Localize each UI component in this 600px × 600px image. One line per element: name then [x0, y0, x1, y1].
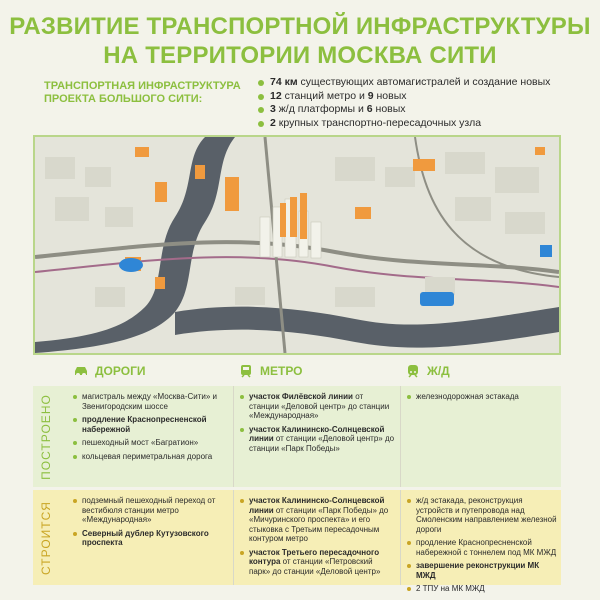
train-icon [238, 364, 254, 378]
railway-train-icon [405, 364, 421, 378]
list-item: завершение реконструкции МК МЖД [407, 561, 557, 580]
page-title [0, 12, 600, 70]
bullet-dot-icon [240, 395, 244, 399]
bullet-dot-icon [240, 551, 244, 555]
built-roads-column [73, 392, 228, 465]
bullet-dot-icon [258, 121, 264, 127]
list-item: 2 ТПУ на МК МЖД [407, 584, 557, 594]
bullet-dot-icon [407, 541, 411, 545]
title-line-1: РАЗВИТИЕ ТРАНСПОРТНОЙ ИНФРАСТРУКТУРЫ [9, 13, 591, 40]
list-item: продление Краснопресненской набережной с тоннелем под МК МЖД [407, 538, 557, 557]
bullet-dot-icon [407, 587, 411, 591]
built-label: ПОСТРОЕНО [39, 393, 54, 480]
bullet-dot-icon [240, 499, 244, 503]
city-3d-map [33, 135, 561, 355]
built-metro-column [240, 392, 395, 457]
bullet-item: 3 ж/д платформы и 6 новых [258, 103, 578, 117]
bullet-dot-icon [73, 532, 77, 536]
list-item: железнодорожная эстакада [407, 392, 555, 402]
list-item: продление Краснопресненской набережной [73, 415, 228, 434]
city-map-illustration [35, 137, 559, 353]
list-item: участок Калининско-Солнцевской линии от станции «Деловой центр» до станции «Парк Победы» [240, 425, 395, 454]
category-header [33, 358, 561, 386]
bullet-dot-icon [73, 395, 77, 399]
bullet-dot-icon [240, 428, 244, 432]
bullet-dot-icon [258, 107, 264, 113]
list-item: ж/д эстакада, реконструкция устройств и путепровода над Смоленским направлением железной дороги [407, 496, 557, 534]
column-divider [233, 386, 234, 487]
bullet-dot-icon [73, 499, 77, 503]
list-item: подземный пешеходный переход от вестибюля станции метро «Международная» [73, 496, 228, 525]
column-divider [233, 490, 234, 585]
list-item: пешеходный мост «Багратион» [73, 438, 228, 448]
bullet-item: 12 станций метро и 9 новых [258, 90, 578, 104]
list-item: участок Филёвской линии от станции «Деловой центр» до станции «Международная» [240, 392, 395, 421]
bullet-item: 2 крупных транспортно-пересадочных узла [258, 117, 578, 131]
construct-roads-column [73, 496, 228, 552]
subheading-line-2: ПРОЕКТА БОЛЬШОГО СИТИ: [44, 93, 203, 105]
title-line-2: НА ТЕРРИТОРИИ МОСКВА СИТИ [103, 42, 497, 69]
column-divider [400, 490, 401, 585]
construct-rail-column [407, 496, 557, 598]
category-metro: МЕТРО [238, 364, 303, 378]
list-item: участок Третьего пересадочного контура от станции «Петровский парк» до станции «Деловой центр» [240, 548, 395, 577]
list-item: участок Калининско-Солнцевской линии от станции «Парк Победы» до «Мичуринского проспекта» и его стыковка с Третьим пересадочным контуром метро [240, 496, 395, 544]
bullet-dot-icon [407, 499, 411, 503]
bullet-dot-icon [258, 80, 264, 86]
bullet-item: 74 км существующих автомагистралей и создание новых [258, 76, 578, 90]
bullet-dot-icon [73, 418, 77, 422]
construct-metro-column [240, 496, 395, 580]
bullet-dot-icon [407, 395, 411, 399]
construct-section [33, 490, 561, 593]
built-section [33, 386, 561, 487]
bullet-dot-icon [73, 455, 77, 459]
list-item: магистраль между «Москва-Сити» и Звенигородским шоссе [73, 392, 228, 411]
summary-bullets [258, 76, 578, 130]
category-rail: Ж/Д [405, 364, 450, 378]
built-rail-column [407, 392, 555, 406]
subheading-line-1: ТРАНСПОРТНАЯ ИНФРАСТРУКТУРА [44, 80, 241, 92]
bullet-dot-icon [258, 94, 264, 100]
list-item: Северный дублер Кутузовского проспекта [73, 529, 228, 548]
subheading [44, 80, 264, 106]
car-icon [73, 364, 89, 378]
list-item: кольцевая периметральная дорога [73, 452, 228, 462]
bullet-dot-icon [73, 441, 77, 445]
category-roads: ДОРОГИ [73, 364, 146, 378]
construct-label: СТРОИТСЯ [39, 500, 53, 575]
column-divider [400, 386, 401, 487]
bullet-dot-icon [407, 564, 411, 568]
